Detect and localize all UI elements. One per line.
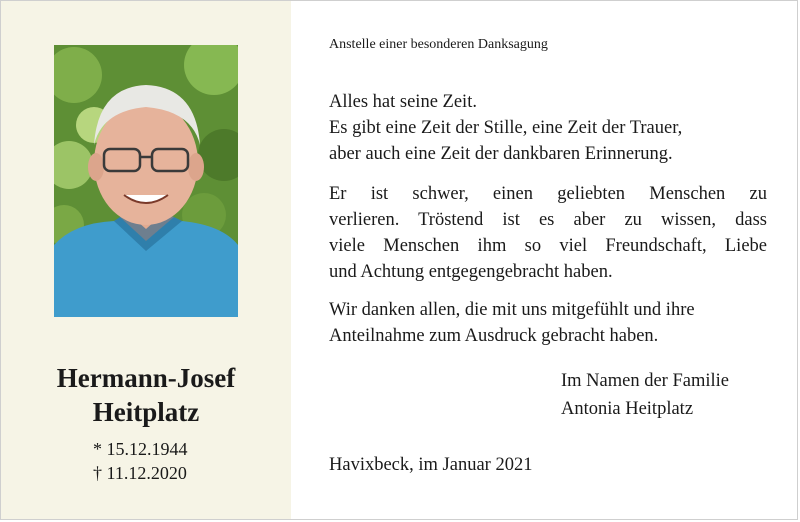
signature-line: Im Namen der Familie [561, 371, 729, 391]
paragraph-line: Er ist schwer, einen geliebten Menschen zu [329, 184, 767, 204]
thanks-paragraph-2 [329, 297, 767, 349]
signature-name: Antonia Heitplatz [561, 399, 694, 419]
portrait-photo [54, 45, 238, 317]
poem-line: aber auch eine Zeit der dankbaren Erinnerung. [329, 144, 673, 164]
paragraph-line: viele Menschen ihm so viel Freundschaft, Liebe [329, 236, 767, 256]
poem-line: Es gibt eine Zeit der Stille, eine Zeit der Trauer, [329, 118, 683, 138]
poem-line: Alles hat seine Zeit. [329, 92, 477, 112]
text-panel [291, 1, 797, 519]
deceased-first-name: Hermann-Josef [56, 363, 236, 393]
notice-header: Anstelle einer besonderen Danksagung [329, 37, 548, 52]
paragraph-line: verlieren. Tröstend ist es aber zu wissen, dass [329, 210, 767, 230]
portrait-image [54, 45, 238, 317]
birth-date: * 15.12.1944 [93, 439, 188, 459]
paragraph-line: Anteilnahme zum Ausdruck gebracht haben. [329, 326, 659, 346]
left-panel [1, 1, 291, 519]
signature [561, 367, 729, 423]
poem [329, 89, 767, 167]
deceased-last-name: Heitplatz [92, 397, 200, 427]
paragraph-line: Wir danken allen, die mit uns mitgefühlt und ihre [329, 300, 695, 320]
place-date: Havixbeck, im Januar 2021 [329, 455, 533, 475]
thanks-paragraph-1 [329, 181, 767, 285]
paragraph-line: und Achtung entgegengebracht haben. [329, 262, 613, 282]
death-date: † 11.12.2020 [93, 463, 187, 483]
